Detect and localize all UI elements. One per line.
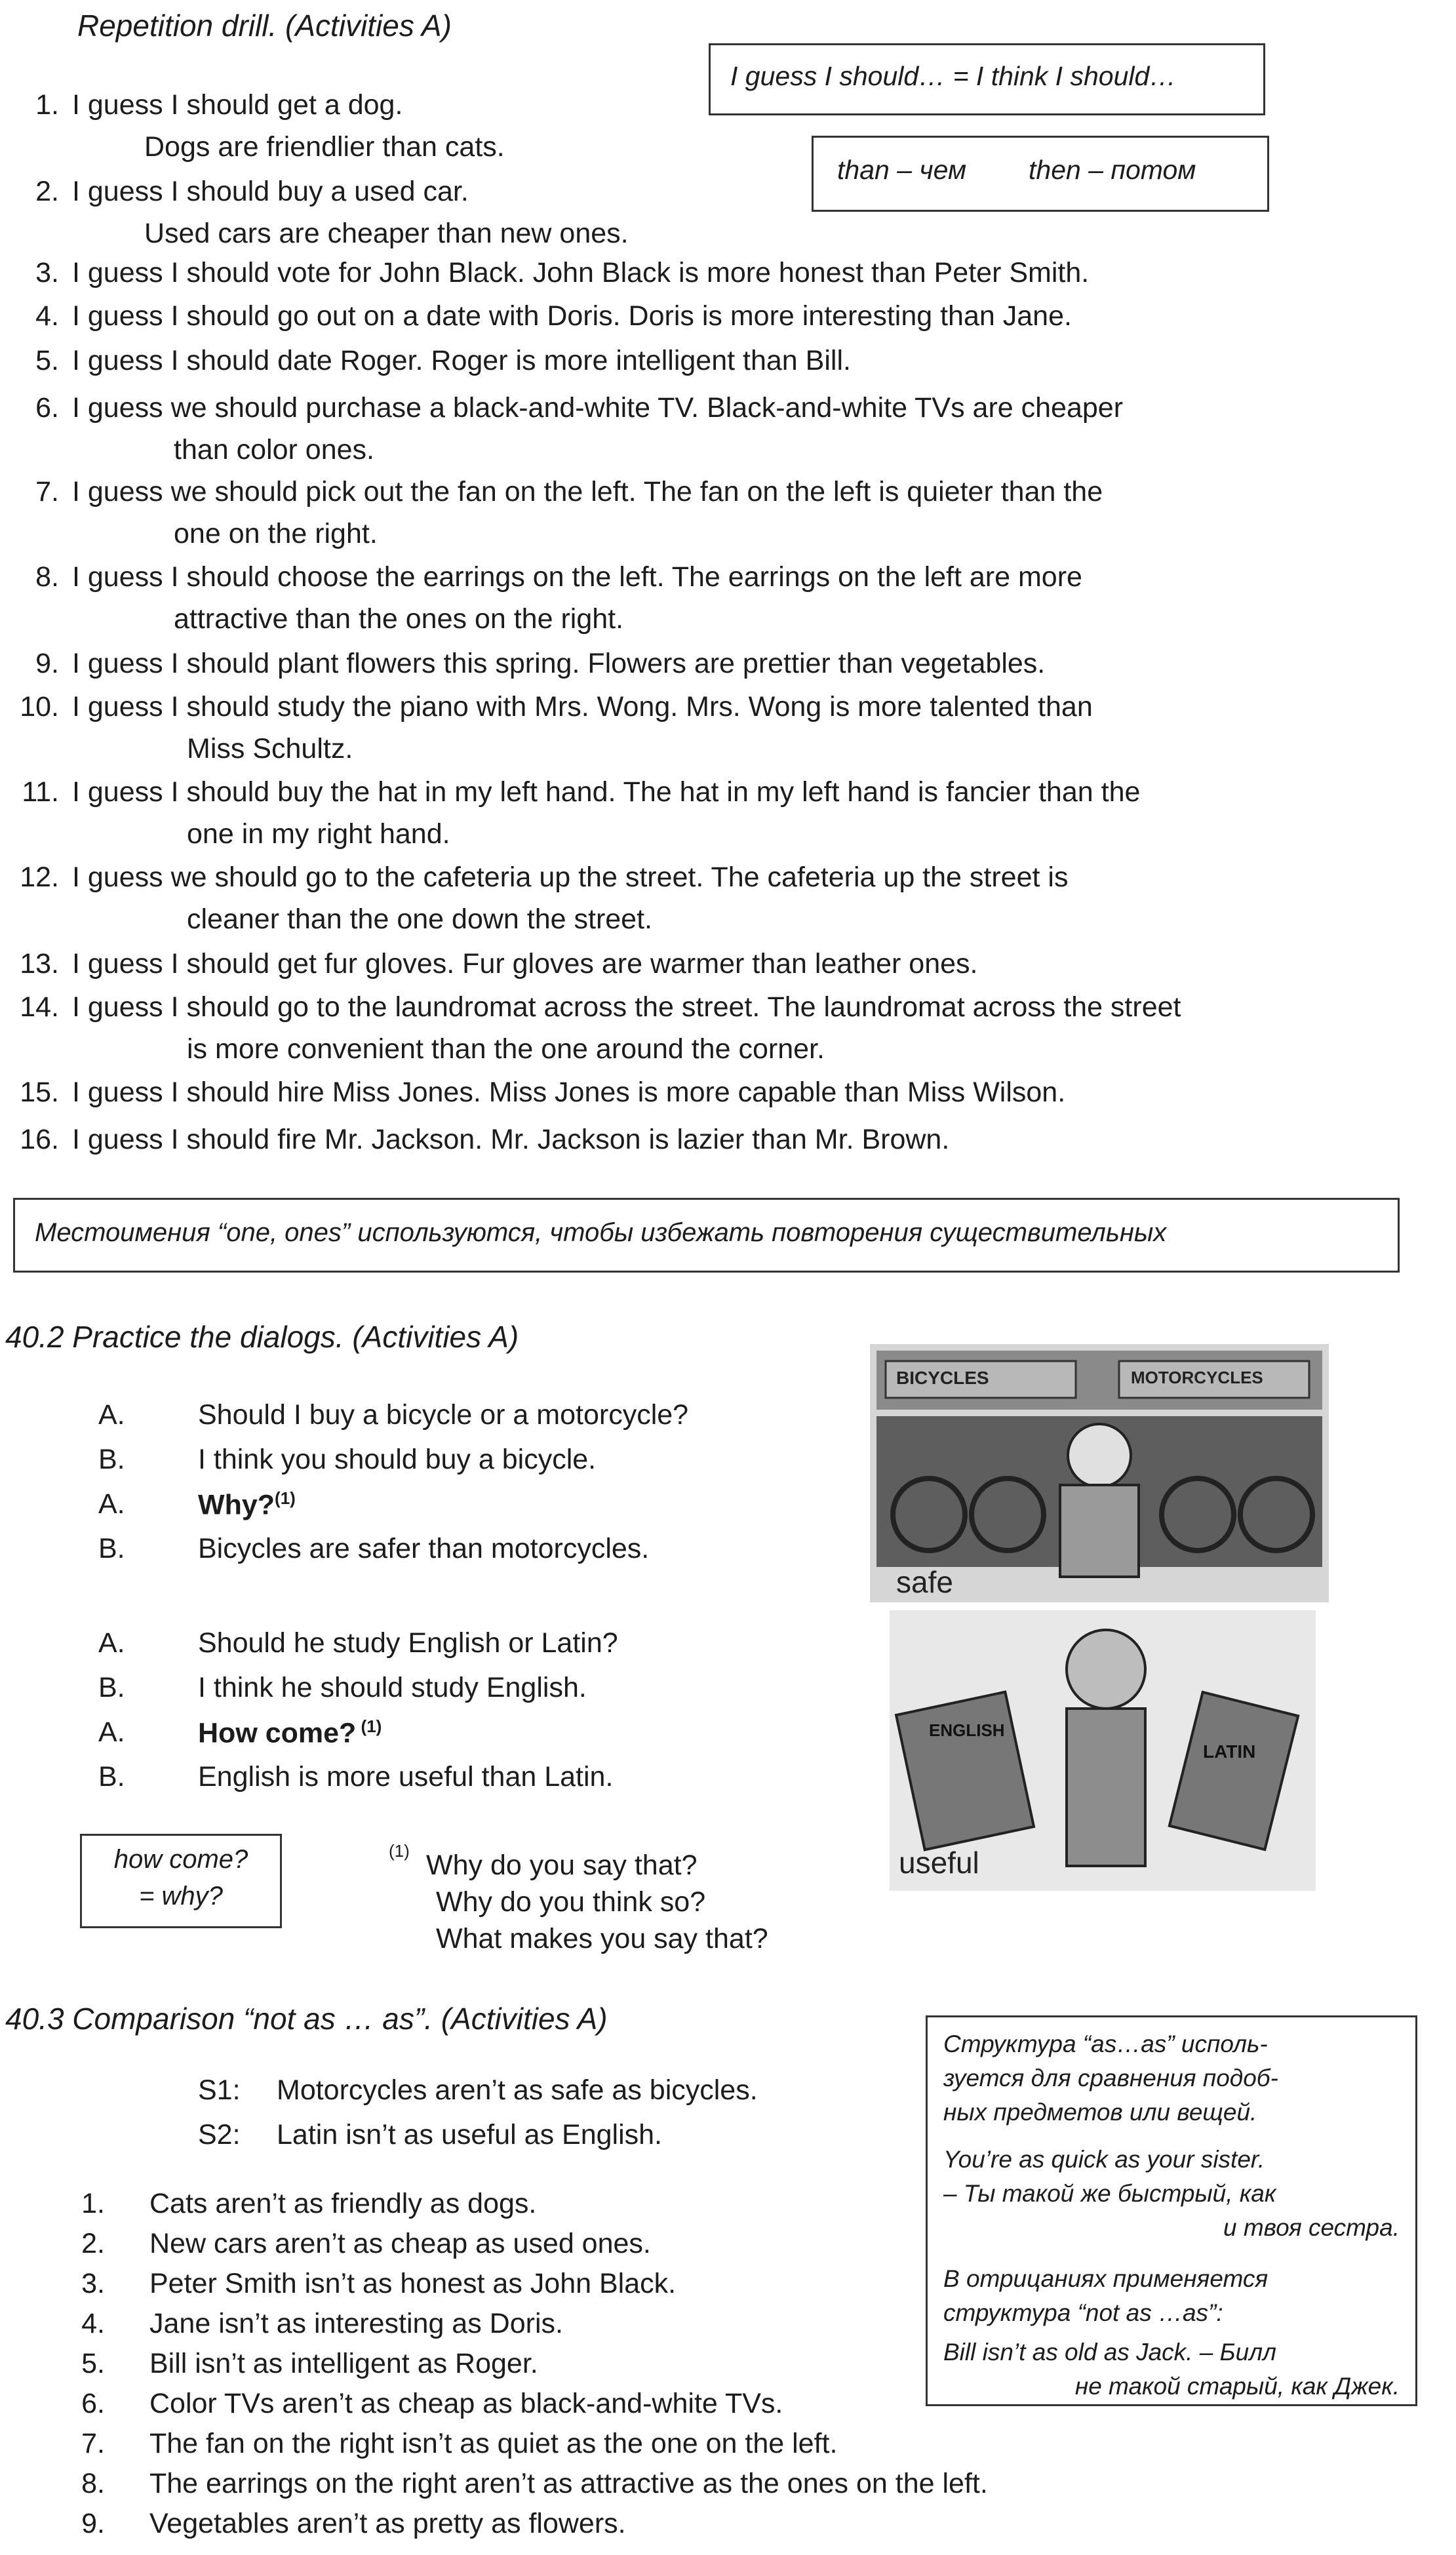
item-line2: Used cars are cheaper than new ones. [144,218,629,249]
drill-item [0,556,1442,648]
bicycle-shop-illustration [870,1344,1329,1602]
item-number: 15. [20,1077,59,1108]
item-line2: is more convenient than the one around the corner. [187,1033,825,1065]
item-line2: one on the right. [174,518,378,549]
s2-text: Latin isn’t as useful as English. [277,2119,662,2150]
note-then: then – потом [1029,155,1196,185]
pronoun-note-text: Местоимения “one, ones” используются, чтобы избежать повторения существительных [35,1218,1167,1247]
item-line1: I guess I should buy a used car. [72,176,469,207]
item-number: 10. [20,691,59,723]
sign-bicycles: BICYCLES [896,1368,989,1388]
note-line: You’re as quick as your sister. [943,2146,1265,2173]
s1-text: Motorcycles aren’t as safe as bicycles. [277,2074,758,2106]
as-as-note-box [926,2015,1417,2406]
caption-useful: useful [899,1846,979,1880]
note-than: than – чем [837,155,967,185]
dialog-line [198,1761,613,1793]
item-line1: I guess we should pick out the fan on the left. The fan on the left is quieter than the [72,476,1103,507]
item-line1: I guess I should buy the hat in my left hand. The hat in my left hand is fancier than the [72,776,1141,808]
howcome-line1: how come? [113,1845,248,1874]
book-latin-label: LATIN [1203,1741,1256,1762]
note-line: В отрицаниях применяется [943,2265,1269,2292]
item-number: 9. [35,648,59,679]
dialog-speaker: A. [98,1627,125,1659]
dialog-line [198,1444,596,1476]
footnote-ref: (1) [356,1716,382,1736]
howcome-note-box [80,1834,282,1928]
item-line1: I guess I should go to the laundromat across the street. The laundromat across the street [72,991,1181,1023]
item-line1: I guess I should go out on a date with Doris. Doris is more interesting than Jane. [72,300,1072,332]
item-number: 14. [20,991,59,1023]
drill-item [0,986,1442,1078]
item-line1: I guess I should get a dog. [72,89,403,121]
item-text: Color TVs aren’t as cheap as black-and-white TVs. [149,2388,783,2419]
dialog-speaker: B. [98,1761,125,1792]
item-line1: I guess I should study the piano with Mrs. Wong. Mrs. Wong is more talented than [72,691,1093,723]
dialog-line [198,1533,649,1565]
drill-item [0,387,1442,479]
item-number: 7. [35,476,59,507]
item-number: 13. [20,948,59,980]
item-text: Vegetables aren’t as pretty as flowers. [149,2508,626,2539]
dialog-speaker: B. [98,1533,125,1564]
note-line: и твоя сестра. [1223,2214,1400,2241]
dialog-line [198,1488,296,1521]
pronoun-note-box [13,1198,1400,1273]
item-line1: I guess I should plant flowers this spring. Flowers are prettier than vegetables. [72,648,1046,679]
dialog-line [198,1627,618,1659]
section-heading-repetition: Repetition drill. (Activities A) [77,9,452,43]
item-line1: I guess we should go to the cafeteria up the street. The cafeteria up the street is [72,862,1069,893]
sign-motorcycles: MOTORCYCLES [1131,1368,1263,1387]
note-line: не такой старый, как Джек. [1074,2373,1400,2400]
note-line: структура “not as …as”: [943,2299,1223,2326]
item-number: 5. [35,345,59,376]
item-number: 5. [81,2348,105,2379]
footnote-marker: (1) [389,1841,410,1861]
caption-safe: safe [896,1565,953,1599]
book-english-label: ENGLISH [929,1720,1005,1740]
item-number: 2. [81,2228,105,2259]
footnote-line: Why do you think so? [436,1886,706,1918]
footnote-line: What makes you say that? [436,1923,768,1954]
dialog-text: I think you should buy a bicycle. [198,1444,597,1475]
item-number: 1. [35,89,59,121]
item-line2: cleaner than the one down the street. [187,903,652,935]
dialog-speaker: B. [98,1672,125,1703]
item-number: 8. [35,561,59,593]
dialog-text: Should he study English or Latin? [198,1627,618,1659]
item-number: 3. [81,2268,105,2299]
note-box-text: I guess I should… = I think I should… [730,61,1177,91]
item-number: 16. [20,1124,59,1155]
note-line: Bill isn’t as old as Jack. – Билл [943,2339,1276,2366]
item-number: 6. [81,2388,105,2419]
note-line: Структура “as…as” исполь- [943,2030,1268,2057]
item-number: 8. [81,2468,105,2499]
item-number: 7. [81,2428,105,2459]
item-number: 11. [22,776,59,808]
dialog-line [198,1399,688,1431]
dialog-text: Bicycles are safer than motorcycles. [198,1533,650,1564]
item-line2: attractive than the ones on the right. [174,603,624,635]
item-line1: I guess I should vote for John Black. John Black is more honest than Peter Smith. [72,257,1090,288]
dialog-speaker: A. [98,1399,125,1431]
item-line1: I guess we should purchase a black-and-white TV. Black-and-white TVs are cheaper [72,392,1124,424]
s1-label: S1: [198,2074,241,2106]
item-line1: I guess I should fire Mr. Jackson. Mr. Jackson is lazier than Mr. Brown. [72,1124,950,1155]
item-line1: I guess I should get fur gloves. Fur gloves are warmer than leather ones. [72,948,978,980]
drill-item [0,686,1442,778]
item-number: 2. [35,176,59,207]
dialog-text: English is more useful than Latin. [198,1761,614,1792]
item-number: 12. [20,862,59,893]
item-text: New cars aren’t as cheap as used ones. [149,2228,651,2259]
item-number: 4. [35,300,59,332]
drill-item [0,771,1442,863]
item-text: Peter Smith isn’t as honest as John Black. [149,2268,677,2299]
item-number: 1. [81,2188,105,2219]
item-line2: than color ones. [174,434,374,465]
drill-item [0,170,1442,262]
footnote-line: Why do you say that? [426,1850,698,1881]
item-number: 9. [81,2508,105,2539]
item-number: 6. [35,392,59,424]
item-line2: Dogs are friendlier than cats. [144,131,505,163]
note-line: – Ты такой же быстрый, как [943,2180,1276,2207]
dialog-text: Should I buy a bicycle or a motorcycle? [198,1399,689,1431]
section-heading-comparison: 40.3 Comparison “not as … as”. (Activities A) [5,2002,608,2036]
drill-item [0,84,1442,176]
dialog-speaker: B. [98,1444,125,1475]
drill-item [0,1119,1442,1210]
note-line: ных предметов или вещей. [943,2099,1257,2126]
dialog-line [198,1672,587,1704]
dialog-speaker: A. [98,1488,125,1520]
section-heading-dialogs: 40.2 Practice the dialogs. (Activities A) [5,1320,519,1354]
dialog-speaker: A. [98,1716,125,1748]
item-line2: Miss Schultz. [187,733,353,764]
note-line: зуется для сравнения подоб- [943,2065,1278,2091]
dialog-text: I think he should study English. [198,1672,587,1703]
s2-label: S2: [198,2119,241,2150]
item-text: Jane isn’t as interesting as Doris. [149,2308,563,2339]
drill-item [0,471,1442,563]
footnote-ref: (1) [275,1488,296,1508]
item-line1: I guess I should hire Miss Jones. Miss Jones is more capable than Miss Wilson. [72,1077,1066,1108]
item-line2: one in my right hand. [187,818,450,850]
dialog-line [198,1716,382,1749]
english-latin-illustration [890,1610,1316,1891]
item-number: 4. [81,2308,105,2339]
item-text: The earrings on the right aren’t as attractive as the ones on the left. [149,2468,988,2499]
item-line1: I guess I should choose the earrings on the left. The earrings on the left are more [72,561,1082,593]
dialog-text: How come? [198,1717,357,1749]
dialog-text: Why? [198,1489,275,1521]
item-text: The fan on the right isn’t as quiet as the one on the left. [149,2428,838,2459]
howcome-line2: = why? [139,1882,223,1911]
item-text: Cats aren’t as friendly as dogs. [149,2188,537,2219]
item-text: Bill isn’t as intelligent as Roger. [149,2348,538,2379]
item-line1: I guess I should date Roger. Roger is more intelligent than Bill. [72,345,851,376]
item-number: 3. [35,257,59,288]
drill-item [0,856,1442,948]
